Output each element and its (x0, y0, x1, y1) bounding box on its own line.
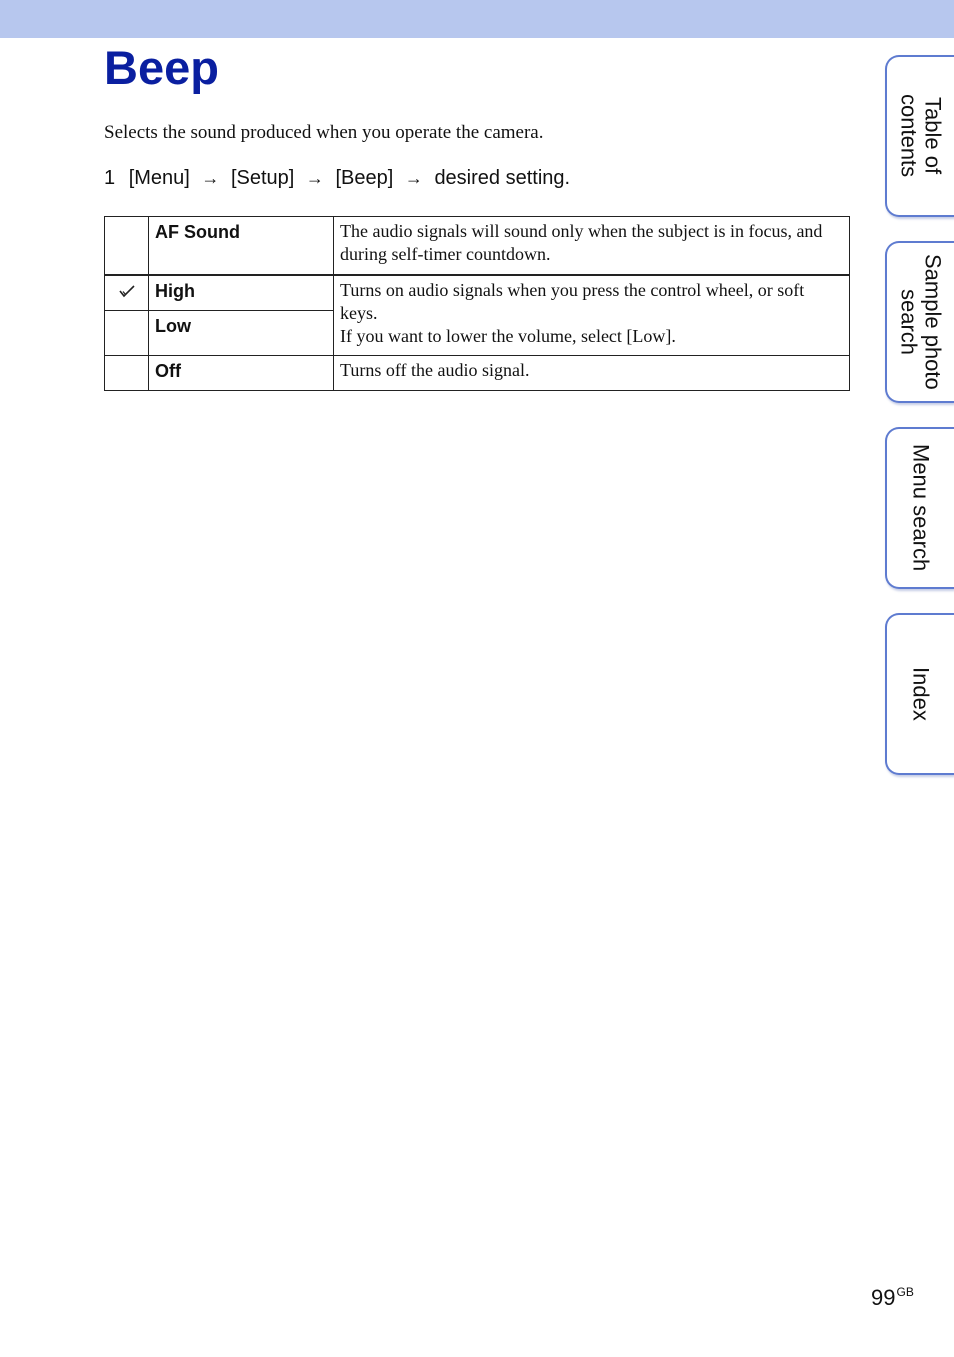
option-cell (149, 356, 334, 391)
table-row (105, 217, 850, 276)
arrow-right-icon: → (201, 168, 220, 188)
step-setup: [Setup] (230, 167, 295, 189)
option-cell (149, 217, 334, 276)
table-row (105, 275, 850, 311)
description-cell (334, 217, 850, 276)
page-title: Beep (104, 41, 219, 94)
settings-table (104, 216, 850, 391)
step-menu: [Menu] (128, 167, 190, 189)
default-mark-cell (105, 217, 149, 276)
option-name: Low (155, 316, 191, 336)
tab-menu-search[interactable] (885, 427, 954, 589)
description-cell (334, 275, 850, 356)
intro-text: Selects the sound produced when you operate the camera. (104, 122, 544, 143)
tab-label: Index (908, 667, 934, 721)
step-number: 1 (104, 167, 116, 189)
default-mark-cell (105, 275, 149, 311)
tab-sample-photo-search[interactable] (885, 241, 954, 403)
checkmark-icon (105, 276, 148, 303)
table-row (105, 356, 850, 391)
option-description (334, 276, 849, 353)
page-number (871, 1277, 914, 1313)
default-mark-cell (105, 311, 149, 356)
description-cell (334, 356, 850, 391)
region-code: GB (896, 1285, 914, 1299)
tab-label: Table of contents (896, 94, 946, 178)
menu-path-step (104, 164, 570, 192)
option-description: The audio signals will sound only when the subject is in focus, and during self-timer countdown. (340, 221, 823, 264)
tab-table-of-contents[interactable] (885, 55, 954, 217)
header-band (0, 0, 954, 38)
option-name: Off (155, 361, 181, 381)
step-beep: [Beep] (335, 167, 394, 189)
option-name: High (155, 281, 195, 301)
description-line: Turns on audio signals when you press the control wheel, or soft keys. (340, 280, 805, 323)
description-line: If you want to lower the volume, select [Low]. (340, 326, 676, 346)
option-cell (149, 311, 334, 356)
tab-index[interactable] (885, 613, 954, 775)
option-description: Turns off the audio signal. (340, 360, 530, 380)
arrow-right-icon: → (404, 168, 423, 188)
page-number-value: 99 (871, 1285, 896, 1310)
tab-label: Menu search (908, 444, 934, 572)
step-setting: desired setting. (434, 167, 571, 189)
tab-label: Sample photo search (896, 254, 946, 390)
default-mark-cell (105, 356, 149, 391)
arrow-right-icon: → (305, 168, 324, 188)
option-cell (149, 275, 334, 311)
option-name: AF Sound (155, 222, 240, 242)
